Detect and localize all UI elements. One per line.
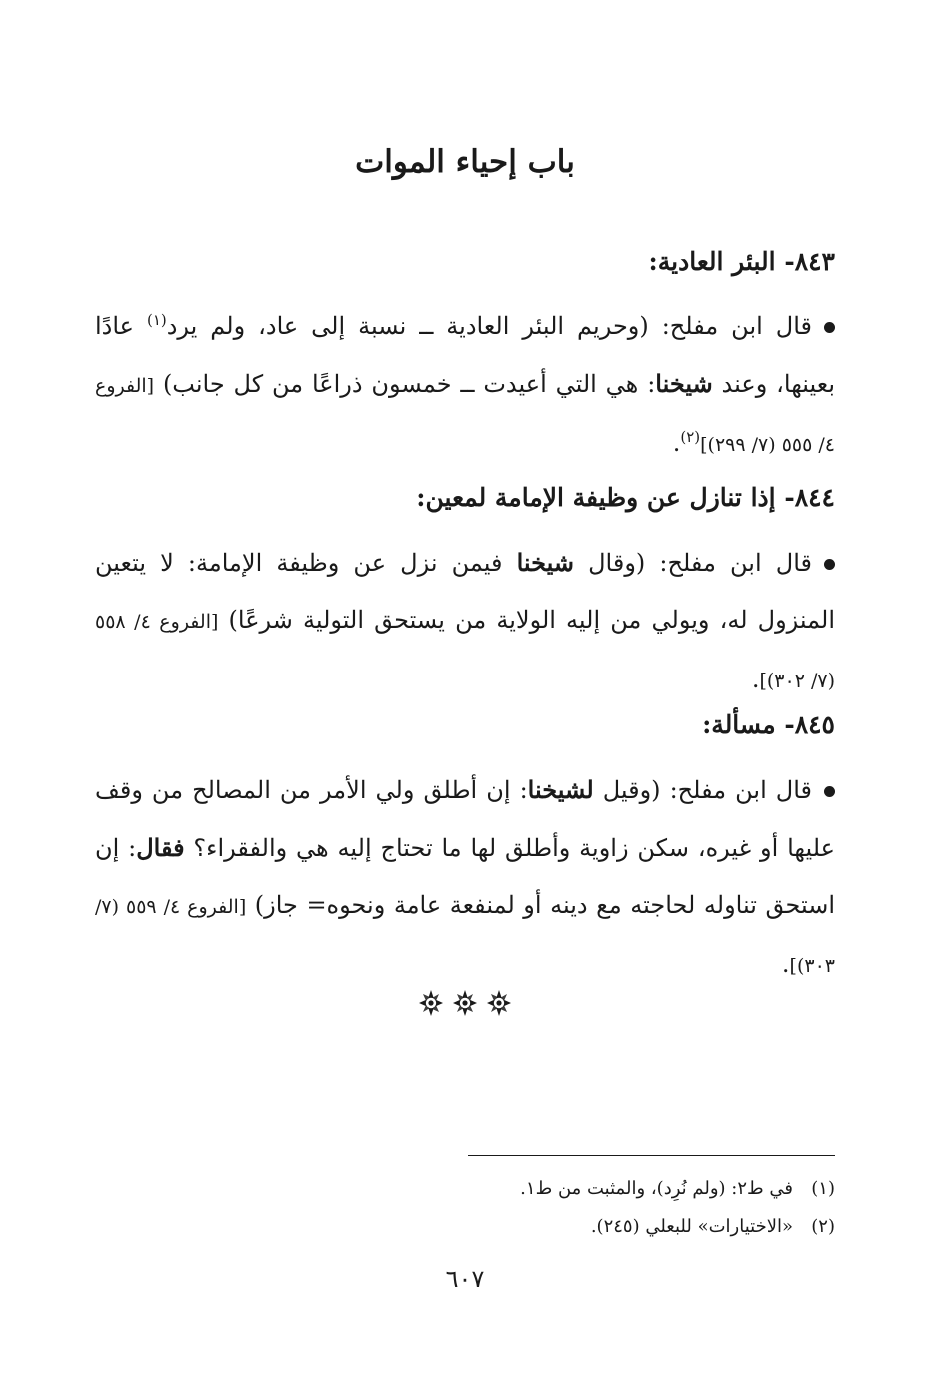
footnote-item [95,1208,835,1246]
section-heading-845: ٨٤٥- مسألة: [702,710,835,739]
footnote-marker[interactable]: (١) [146,311,167,329]
paragraph-text: : هي التي أعيدت ــ خمسون ذراعًا من كل جانب) [154,370,656,398]
page-number: ٦٠٧ [445,1265,485,1293]
footnotes [95,1170,835,1246]
footnote-number: (١) [811,1178,835,1199]
section-end-ornaments [95,990,835,1016]
source-reference: [الفروع ٤/ ٥٥٩ (٧/ ٣٠٣)] [95,896,835,977]
source-reference: [الفروع ٤/ ٥٥٨ (٧/ ٣٠٢)] [95,611,835,692]
section-heading-843: ٨٤٣- البئر العادية: [648,247,835,276]
paragraph-text: قال ابن مفلح: (وقيل [593,776,812,804]
section-heading-844: ٨٤٤- إذا تنازل عن وظيفة الإمامة لمعين: [416,483,835,512]
bullet-icon [824,322,835,333]
eight-point-flower-ornament-icon [419,990,443,1016]
paragraph-text: فيمن نزل عن وظيفة الإمامة: لا يتعين المنزول له، ويولي من إليه الولاية من يستحق التولية شرعًا) [95,549,835,634]
footnote-number: (٢) [811,1216,835,1237]
paragraph-end: . [751,665,760,693]
bullet-icon [824,786,835,797]
emphasized-term: شيخنا [516,548,574,577]
section-paragraph-843 [95,298,835,474]
book-page [95,0,835,1391]
paragraph-end: . [672,429,681,457]
section-paragraph-844 [95,534,835,710]
paragraph-text: عادًا بعينها، وعند [95,312,836,398]
emphasized-term: شيخنا [655,369,713,398]
source-reference: [الفروع ٤/ ٥٥٥ (٧/ ٢٩٩)] [95,375,835,456]
section-paragraph-845 [95,761,835,995]
footnote-text: في ط٢: (ولم نُرِد)، والمثبت من ط١. [520,1178,793,1199]
footnote-divider [468,1155,835,1156]
paragraph-text: : إن أطلق ولي الأمر من المصالح من وقف عليها أو غيره، سكن زاوية وأطلق لها ما تحتاج إليه هي والفقراء؟ [95,776,836,862]
chapter-title: باب إحياء الموات [355,144,575,180]
emphasized-term: لشيخنا [527,775,594,804]
bullet-icon [824,559,835,570]
paragraph-text: : إن استحق تناوله لحاجته مع دينه أو لمنفعة عامة ونحوه= جاز) [95,834,835,919]
footnote-text: «الاختيارات» للبعلي (٢٤٥). [590,1216,793,1237]
footnote-marker[interactable]: (٢) [680,428,701,446]
paragraph-text: قال ابن مفلح: (وحريم البئر العادية ــ نسبة إلى عاد، ولم يرد [166,312,812,340]
eight-point-flower-ornament-icon [453,990,477,1016]
footnote-item [95,1170,835,1208]
eight-point-flower-ornament-icon [487,990,511,1016]
paragraph-text: قال ابن مفلح: (وقال [574,549,812,577]
paragraph-end: . [781,950,790,978]
emphasized-term: فقال [136,833,185,862]
